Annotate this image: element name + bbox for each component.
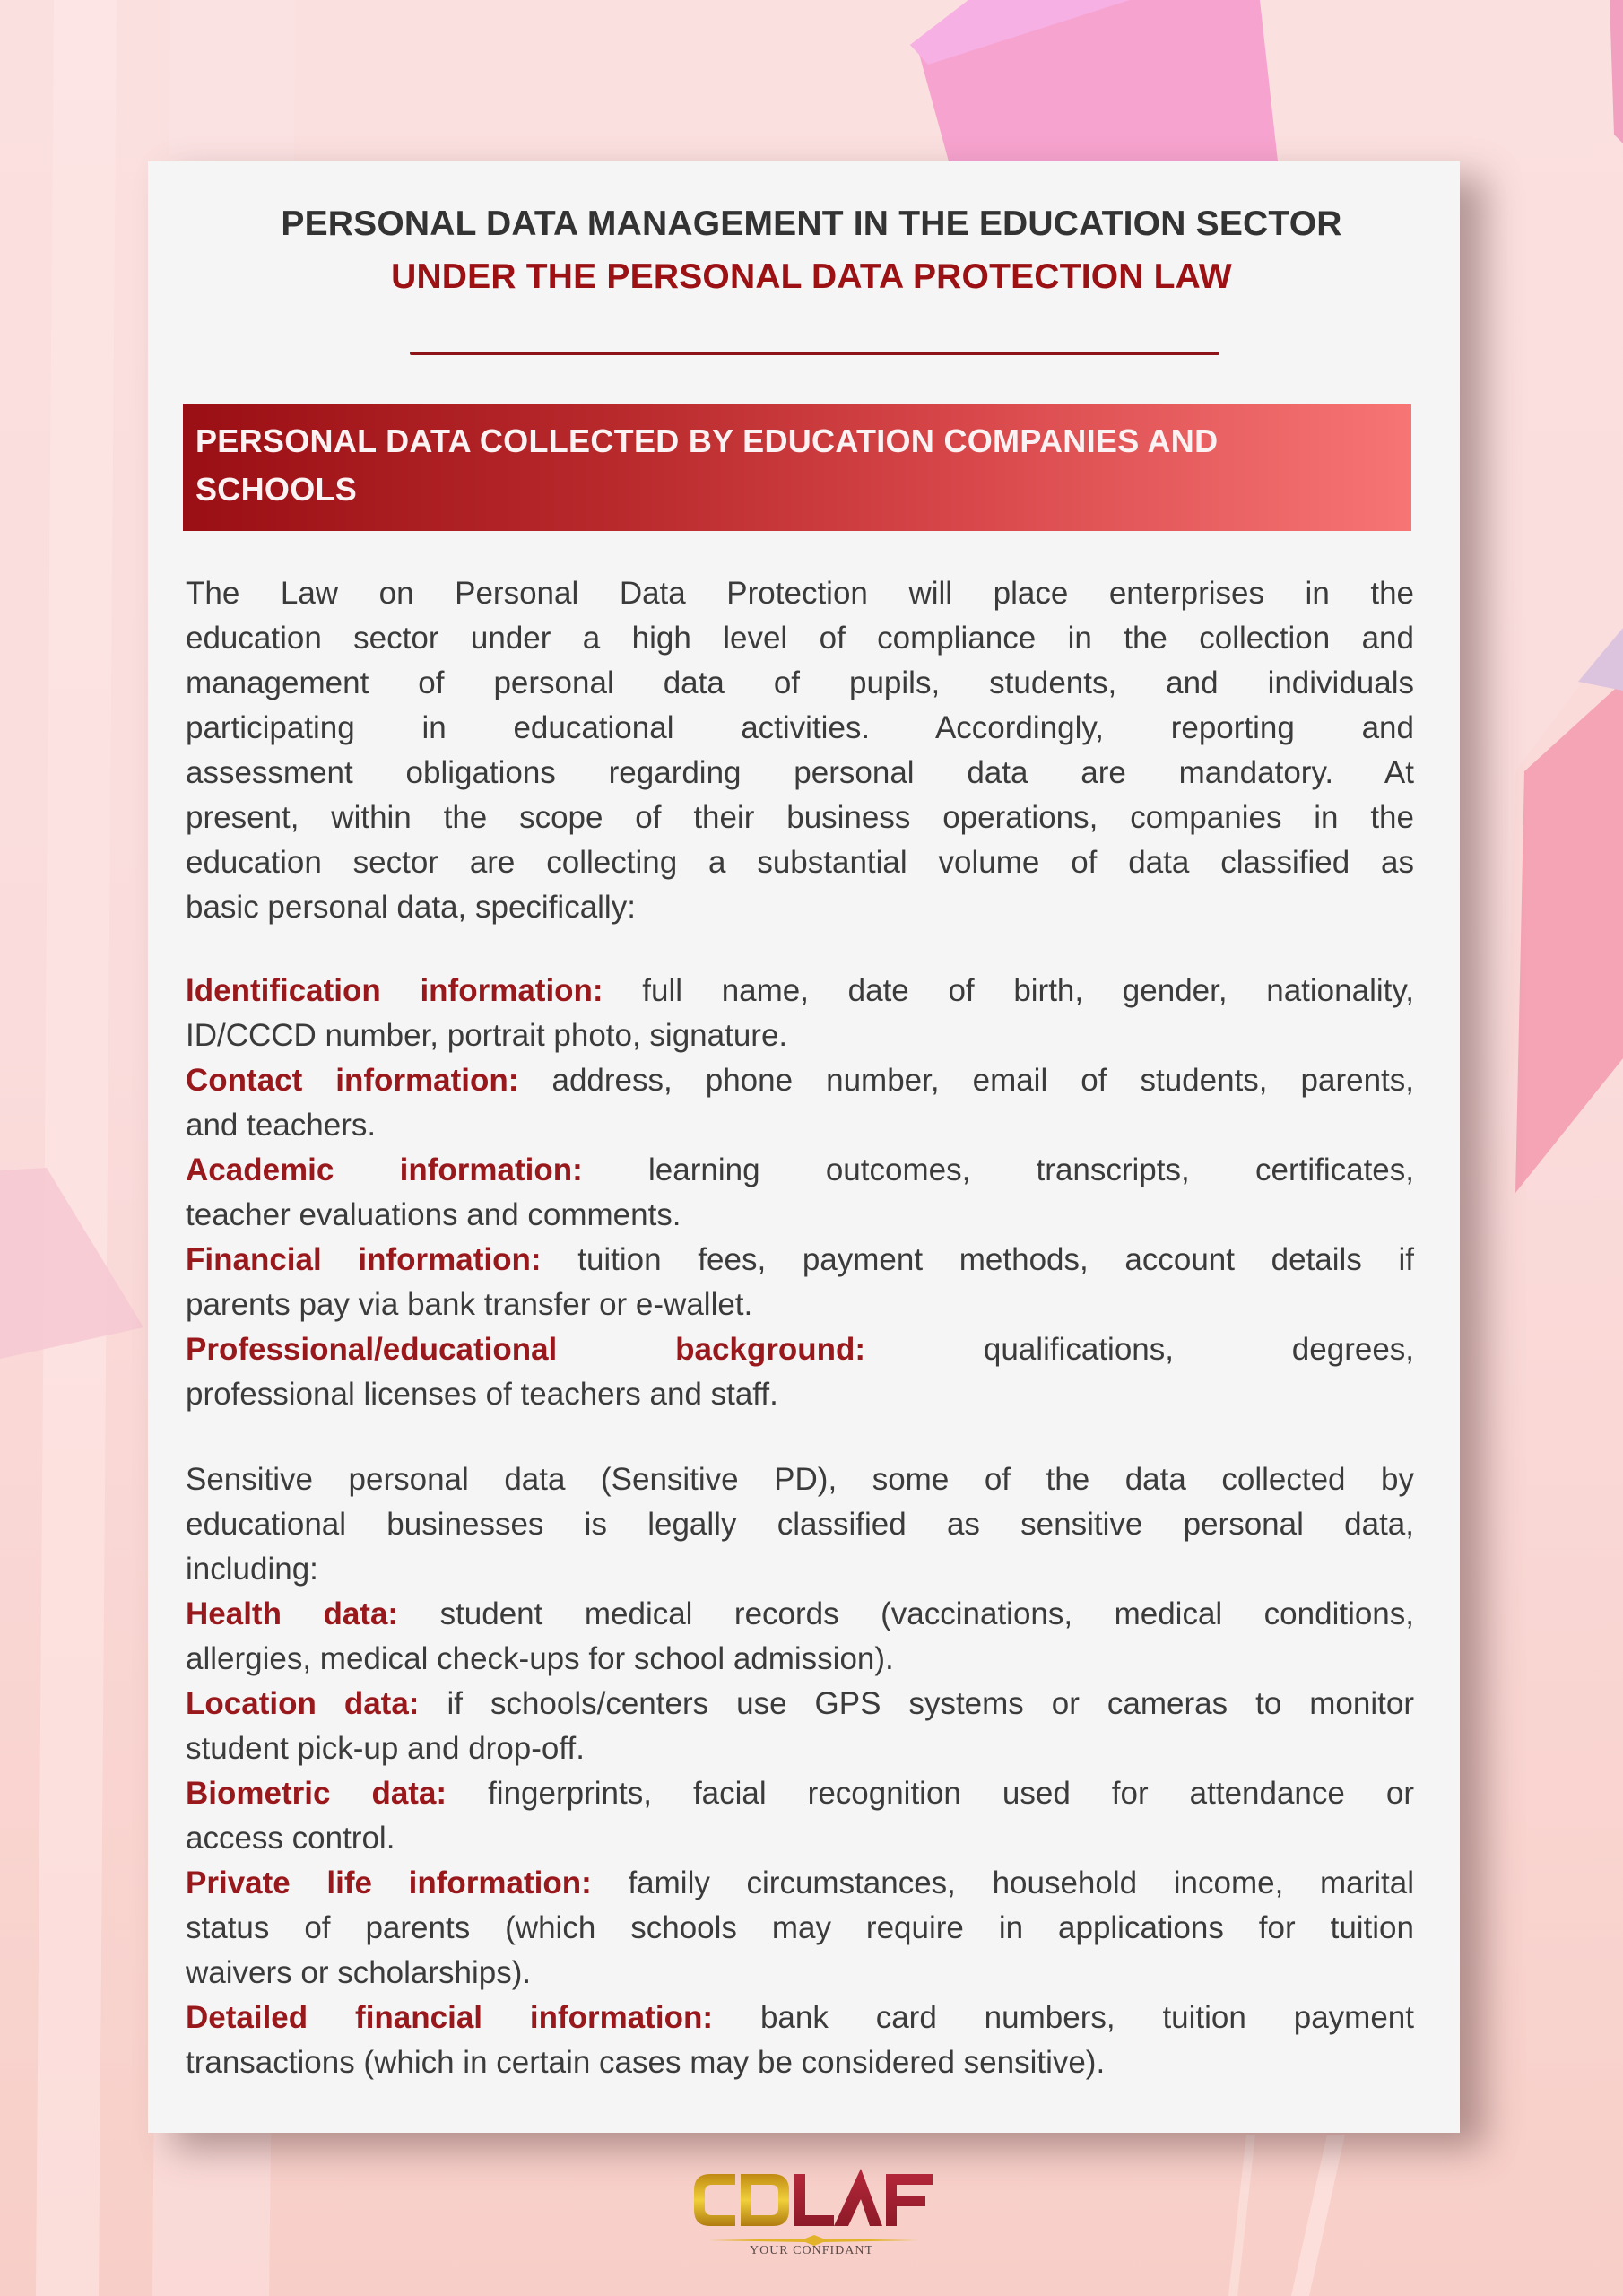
intro-line: present, within the scope of their business operations, companies in the [186,800,1414,835]
intro-line: assessment obligations regarding personal data are mandatory. At [186,755,1414,790]
item-label: Professional/educational background: [186,1332,866,1367]
item-text: address, phone number, email of students, parents, [551,1063,1415,1098]
item-text: full name, date of birth, gender, nationality, [642,973,1414,1008]
item-text-continued: professional licenses of teachers and staff. [186,1377,778,1412]
item-label: Academic information: [186,1152,583,1187]
list-item [186,1148,1414,1193]
intro-line: The Law on Personal Data Protection will place enterprises in the [186,576,1414,611]
bg-shape-pink-right-top [1610,0,1623,144]
intro-line: education sector are collecting a substantial volume of data classified as [186,845,1414,880]
title-divider [410,352,1219,355]
item-text: tuition fees, payment methods, account details if [577,1242,1414,1277]
item-text: qualifications, degrees, [983,1332,1415,1367]
intro-line: basic personal data, specifically: [186,890,636,925]
list-item [186,1682,1414,1726]
intro-line: management of personal data of pupils, students, and individuals [186,665,1414,700]
item-text: family circumstances, household income, marital [628,1866,1414,1900]
section-heading-banner [183,404,1411,531]
item-text-continued: parents pay via bank transfer or e-wallet. [186,1287,753,1322]
item-text-continued: transactions (which in certain cases may be considered sensitive). [186,2045,1106,2080]
list-item [186,1861,1414,1906]
item-text-continued: student pick-up and drop-off. [186,1731,585,1766]
item-label: Financial information: [186,1242,542,1277]
logo-tagline: YOUR CONFIDANT [749,2244,874,2257]
intro-line: participating in educational activities. Accordingly, reporting and [186,710,1414,745]
list-item [186,1327,1414,1372]
sensitive-intro-line: including: [186,1552,318,1587]
list-item [186,1058,1414,1103]
item-text-continued: waivers or scholarships). [186,1955,532,1990]
item-text-continued: allergies, medical check-ups for school admission). [186,1641,894,1676]
item-text-continued: access control. [186,1821,395,1856]
item-text-continued: status of parents (which schools may require in applications for tuition [186,1910,1414,1945]
item-text-continued: teacher evaluations and comments. [186,1197,681,1232]
item-label: Identification information: [186,973,603,1008]
logo-letter-c [694,2174,735,2226]
list-item [186,1238,1414,1283]
page-title: PERSONAL DATA MANAGEMENT IN THE EDUCATION SECTOR [281,204,1342,243]
logo-letter-f [886,2174,933,2226]
item-label: Detailed financial information: [186,2000,714,2035]
logo-letter-l [794,2174,834,2226]
item-label: Contact information: [186,1063,519,1098]
item-text-continued: and teachers. [186,1108,377,1143]
item-text: bank card numbers, tuition payment [759,2000,1414,2035]
bg-shape-bottom-stripe [1291,2135,1345,2296]
bg-shape-bottom-stripe2 [1228,2135,1255,2296]
bg-shape-right-lilac [1578,628,1623,691]
intro-line: education sector under a high level of compliance in the collection and [186,621,1414,656]
logo-letter-d [741,2174,789,2226]
bg-shape-stripe-left [36,0,117,2296]
item-text: learning outcomes, transcripts, certificates, [648,1152,1414,1187]
item-text: student medical records (vaccinations, medical conditions, [439,1596,1414,1631]
item-label: Private life information: [186,1866,592,1900]
logo-letter-a [834,2169,882,2226]
sensitive-intro-line: educational businesses is legally classified as sensitive personal data, [186,1507,1414,1542]
list-item [186,969,1414,1013]
item-label: Biometric data: [186,1776,447,1811]
item-text: fingerprints, facial recognition used for attendance or [488,1776,1414,1811]
list-item [186,1592,1414,1637]
sensitive-intro-line: Sensitive personal data (Sensitive PD), some of the data collected by [186,1462,1414,1497]
item-label: Health data: [186,1596,399,1631]
section-heading-line2: SCHOOLS [195,471,358,508]
list-item [186,1996,1414,2040]
list-item [186,1771,1414,1816]
item-text: if schools/centers use GPS systems or cameras to monitor [447,1686,1414,1721]
section-heading-line1: PERSONAL DATA COLLECTED BY EDUCATION COMPANIES AND [195,422,1219,459]
item-label: Location data: [186,1686,420,1721]
item-text-continued: ID/CCCD number, portrait photo, signature. [186,1018,788,1053]
page-subtitle: UNDER THE PERSONAL DATA PROTECTION LAW [391,257,1232,296]
